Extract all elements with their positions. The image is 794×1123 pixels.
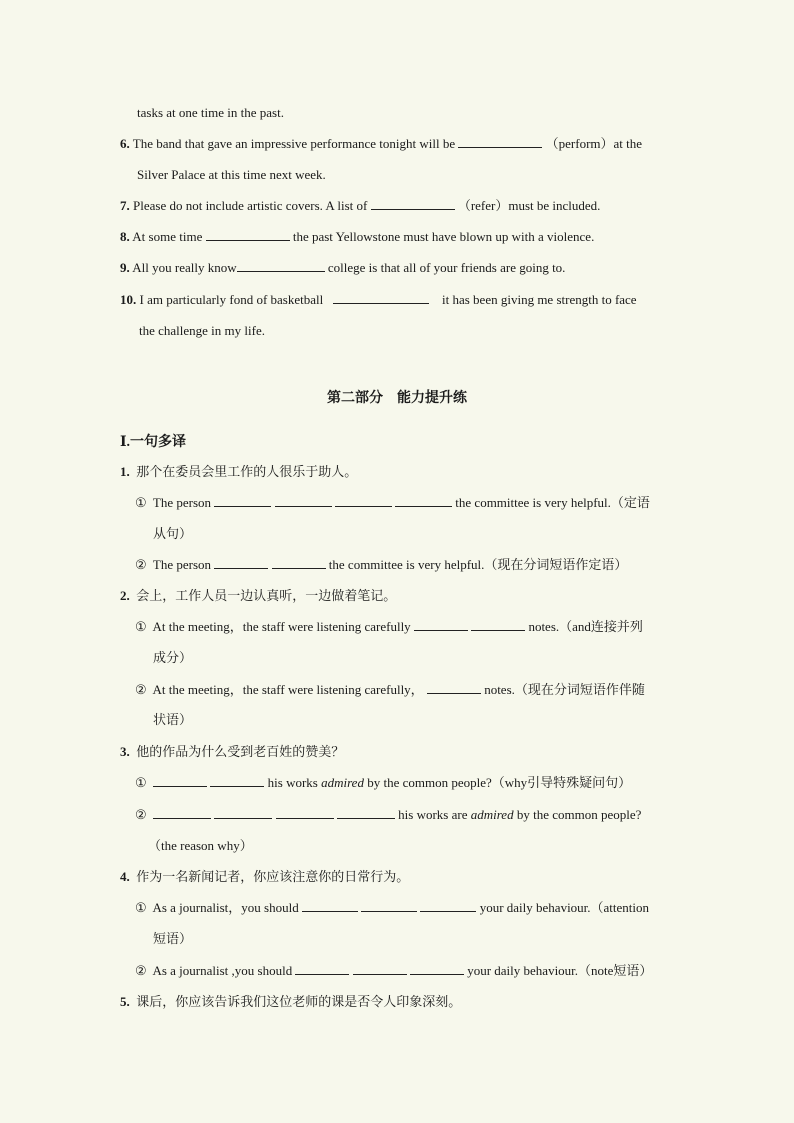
q6-text-a: The band that gave an impressive performance tonight will be xyxy=(132,136,456,151)
question-6 xyxy=(120,134,794,154)
q7-text-a: Please do not include artistic covers. A list of xyxy=(133,198,368,213)
cq3-o2-blank-1[interactable] xyxy=(153,805,211,819)
cq1-o2-blank-1[interactable] xyxy=(214,555,268,569)
q6-text-b: （perform）at the xyxy=(545,136,643,151)
q5-continuation: tasks at one time in the past. xyxy=(137,105,284,120)
q6-continuation: Silver Palace at this time next week. xyxy=(137,167,326,182)
cq2-o1-mark: ① xyxy=(135,619,147,634)
cn-question-4 xyxy=(120,867,794,887)
cq4-o1-mark: ① xyxy=(135,900,147,915)
cq5-chinese: 课后，你应该告诉我们这位老师的课是否令人印象深刻。 xyxy=(136,994,462,1009)
cq3-o1-text-b: by the common people?（why引导特殊疑问句） xyxy=(367,775,632,790)
cq1-o1-text-a: The person xyxy=(152,495,212,510)
cq1-o1-text-b: the committee is very helpful.（定语 xyxy=(455,495,650,510)
cq4-o1-blank-2[interactable] xyxy=(361,898,417,912)
q8-number: 8. xyxy=(120,229,130,244)
cq2-option-1 xyxy=(135,617,794,637)
cq2-o1-text-a: At the meeting，the staff were listening carefully xyxy=(152,619,411,634)
cq4-o1-continuation: 短语） xyxy=(153,931,193,946)
cq2-o2-blank-1[interactable] xyxy=(427,680,481,694)
cq4-o2-blank-2[interactable] xyxy=(353,961,407,975)
cq4-o1-blank-1[interactable] xyxy=(302,898,358,912)
q6-blank[interactable] xyxy=(458,134,542,148)
q7-blank[interactable] xyxy=(371,196,455,210)
q9-text-a: All you really know xyxy=(132,260,237,275)
cq3-o2-mark: ② xyxy=(135,807,147,822)
cq3-o2-blank-4[interactable] xyxy=(337,805,395,819)
q10-number: 10. xyxy=(120,292,137,307)
q9-text-b: college is that all of your friends are going to. xyxy=(327,260,566,275)
cq1-o2-text-a: The person xyxy=(152,557,212,572)
cq2-number: 2. xyxy=(120,588,130,603)
cq3-o2-text-a: his works are xyxy=(398,807,468,822)
cn-question-5 xyxy=(120,992,794,1012)
q7-number: 7. xyxy=(120,198,130,213)
q7-text-b: （refer）must be included. xyxy=(457,198,601,213)
cq3-o1-emphasis: admired xyxy=(321,775,364,790)
cq3-o1-blank-2[interactable] xyxy=(210,773,264,787)
cq1-o1-blank-2[interactable] xyxy=(275,493,332,507)
q8-blank[interactable] xyxy=(206,227,290,241)
cq2-option-2 xyxy=(135,680,794,700)
cq1-o1-continuation: 从句） xyxy=(153,526,193,541)
cq4-option-1 xyxy=(135,898,794,918)
part2-title: 第二部分 能力提升练 xyxy=(327,391,467,406)
cq3-o1-text-a: his works xyxy=(267,775,318,790)
cq1-option-2 xyxy=(135,555,794,575)
cq4-o1-blank-3[interactable] xyxy=(420,898,476,912)
cq2-o1-blank-2[interactable] xyxy=(471,617,525,631)
cq3-o2-emphasis: admired xyxy=(470,807,514,822)
cq3-number: 3. xyxy=(120,744,130,759)
cq1-o2-mark: ② xyxy=(135,557,147,572)
cq3-o2-text-b: by the common people? xyxy=(516,807,642,822)
cq2-chinese: 会上，工作人员一边认真听，一边做着笔记。 xyxy=(136,588,397,603)
cq4-o2-blank-1[interactable] xyxy=(295,961,349,975)
cq3-o1-mark: ① xyxy=(135,775,147,790)
cq3-o1-blank-1[interactable] xyxy=(153,773,207,787)
q9-number: 9. xyxy=(120,260,130,275)
cn-question-2 xyxy=(120,586,794,606)
cq4-o1-text-a: As a journalist，you should xyxy=(152,900,299,915)
cq3-o2-continuation: （the reason why） xyxy=(148,838,253,853)
cq2-o1-blank-1[interactable] xyxy=(414,617,468,631)
cq3-option-2 xyxy=(135,805,794,825)
cq3-chinese: 他的作品为什么受到老百姓的赞美？ xyxy=(136,744,345,759)
cq5-number: 5. xyxy=(120,994,130,1009)
cq2-o1-continuation: 成分） xyxy=(153,650,193,665)
cq1-option-1 xyxy=(135,493,794,513)
cq4-o1-text-b: your daily behaviour.（attention xyxy=(479,900,650,915)
cq2-o1-text-b: notes.（and连接并列 xyxy=(528,619,643,634)
cq4-o2-text-b: your daily behaviour.（note短语） xyxy=(467,963,653,978)
cq1-o1-blank-1[interactable] xyxy=(214,493,271,507)
cq2-o2-mark: ② xyxy=(135,682,147,697)
cq1-o2-blank-2[interactable] xyxy=(272,555,326,569)
q10-continuation: the challenge in my life. xyxy=(139,323,265,338)
cq1-number: 1. xyxy=(120,464,130,479)
cq2-o2-continuation: 状语） xyxy=(153,712,193,727)
cq4-o2-text-a: As a journalist ,you should xyxy=(152,963,293,978)
cq3-o2-blank-2[interactable] xyxy=(214,805,272,819)
q10-text-a: I am particularly fond of basketball xyxy=(139,292,324,307)
cq2-o2-text-b: notes.（现在分词短语作伴随 xyxy=(484,682,645,697)
cq4-chinese: 作为一名新闻记者，你应该注意你的日常行为。 xyxy=(136,869,410,884)
cq3-o2-blank-3[interactable] xyxy=(276,805,334,819)
cq1-o2-text-b: the committee is very helpful.（现在分词短语作定语） xyxy=(328,557,628,572)
cq4-o2-mark: ② xyxy=(135,963,147,978)
question-10 xyxy=(120,290,794,310)
cq3-option-1 xyxy=(135,773,794,793)
cn-question-1 xyxy=(120,462,794,482)
cq1-o1-blank-3[interactable] xyxy=(335,493,392,507)
cq1-chinese: 那个在委员会里工作的人很乐于助人。 xyxy=(136,464,358,479)
q9-blank[interactable] xyxy=(237,258,325,272)
q8-text-b: the past Yellowstone must have blown up with a violence. xyxy=(292,229,595,244)
cn-question-3 xyxy=(120,742,794,762)
q10-blank[interactable] xyxy=(333,290,429,304)
question-9 xyxy=(120,258,794,278)
question-8 xyxy=(120,227,794,247)
section-heading: Ⅰ.一句多译 xyxy=(120,435,187,450)
q10-text-b: it has been giving me strength to face xyxy=(442,292,637,307)
cq1-o1-blank-4[interactable] xyxy=(395,493,452,507)
cq1-o1-mark: ① xyxy=(135,495,147,510)
cq4-o2-blank-3[interactable] xyxy=(410,961,464,975)
question-7 xyxy=(120,196,794,216)
cq4-number: 4. xyxy=(120,869,130,884)
cq2-o2-text-a: At the meeting，the staff were listening carefully， xyxy=(152,682,424,697)
q8-text-a: At some time xyxy=(132,229,203,244)
cq4-option-2 xyxy=(135,961,794,981)
q6-number: 6. xyxy=(120,136,130,151)
